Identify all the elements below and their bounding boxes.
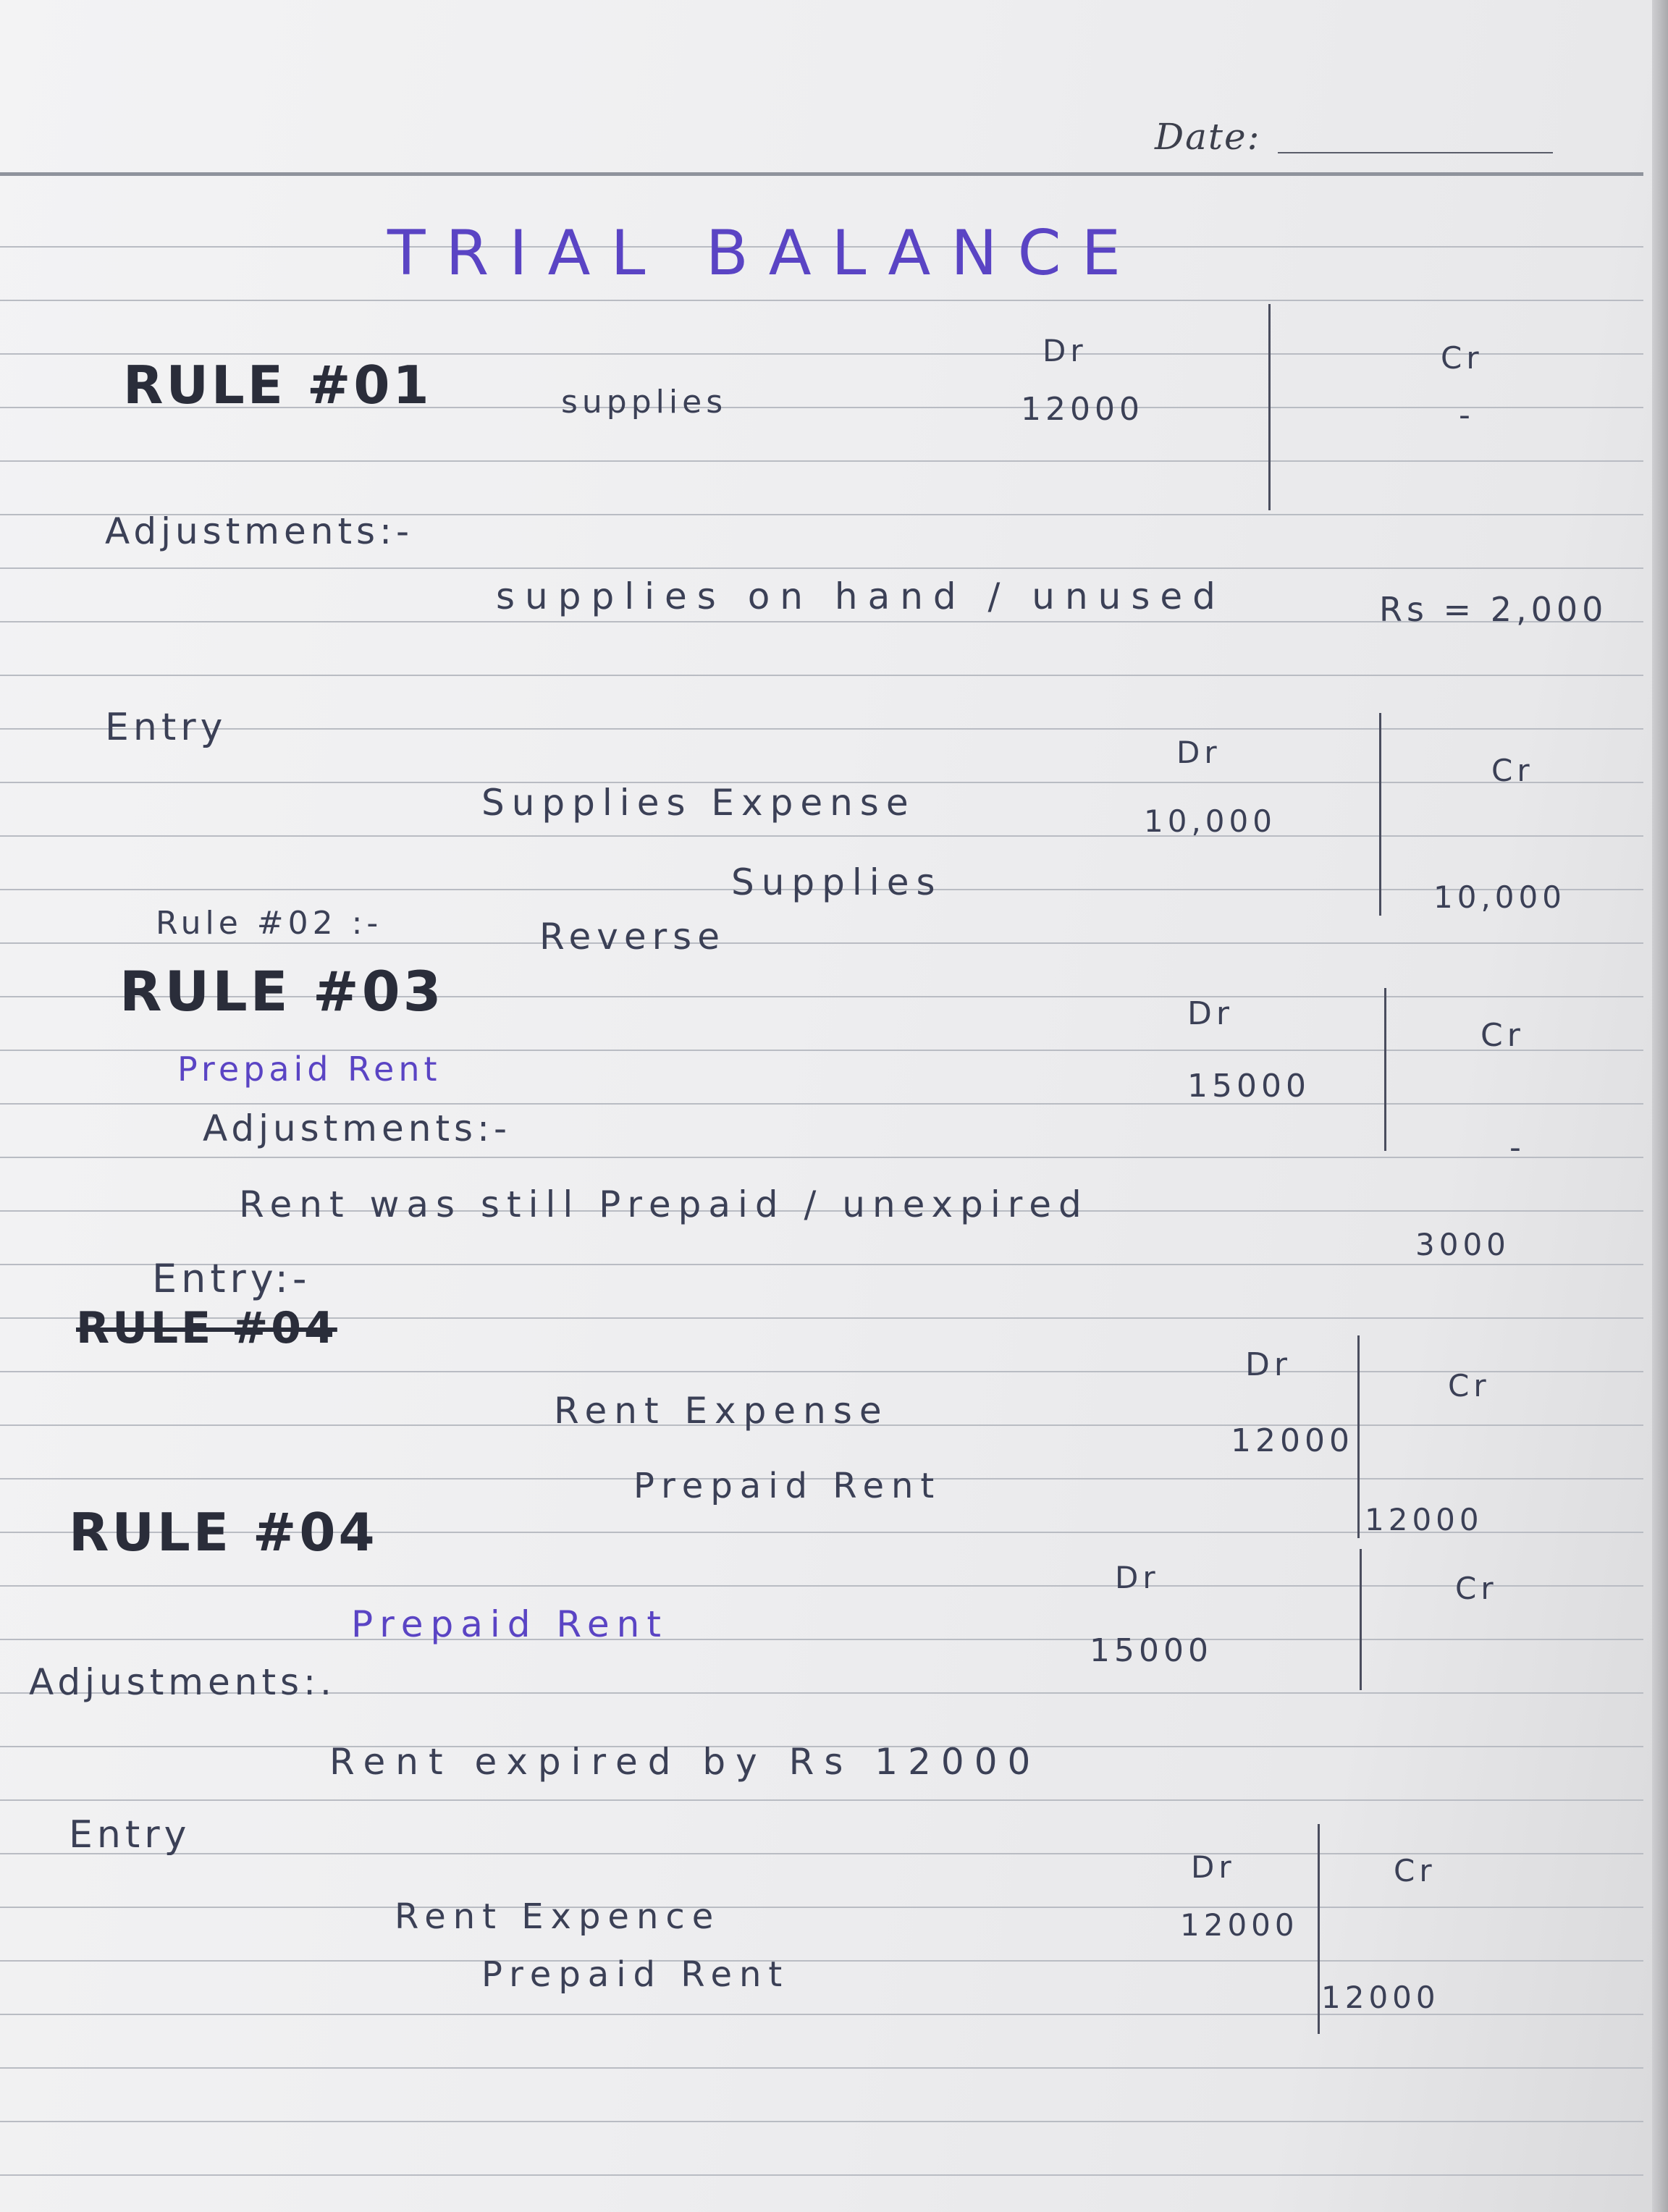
rule3-entry-dr-label: Dr xyxy=(1245,1346,1292,1383)
rule1-entry-divider xyxy=(1379,713,1381,916)
ruled-line xyxy=(0,1960,1643,1962)
ruled-line xyxy=(0,1799,1643,1801)
rule3-account: Prepaid Rent xyxy=(177,1050,442,1089)
rule3-dr-label: Dr xyxy=(1187,995,1234,1032)
rule3-dr-value: 15000 xyxy=(1187,1068,1310,1105)
rule4-account: Prepaid Rent xyxy=(351,1603,668,1645)
ruled-line xyxy=(0,1907,1643,1908)
ruled-line xyxy=(0,675,1643,676)
rule3-adjustment-text: Rent was still Prepaid / unexpired xyxy=(239,1183,1089,1225)
rule3-entry-label: Entry:- xyxy=(152,1256,311,1301)
rule1-adjustments-label: Adjustments:- xyxy=(105,510,413,552)
page-edge xyxy=(1652,0,1668,2212)
rule3-struck-heading: RULE #04 xyxy=(76,1303,337,1354)
rule1-entry-credit-value: 10,000 xyxy=(1433,879,1566,915)
rule3-entry-debit-account: Rent Expense xyxy=(554,1390,889,1432)
rule1-entry-debit-value: 10,000 xyxy=(1144,803,1276,839)
rule3-entry-divider xyxy=(1357,1335,1360,1538)
rule4-cr-label: Cr xyxy=(1455,1571,1498,1606)
rule4-entry-debit-value: 12000 xyxy=(1180,1907,1299,1943)
ruled-line xyxy=(0,1585,1643,1587)
rule3-entry-debit-value: 12000 xyxy=(1231,1422,1354,1459)
date-underline xyxy=(1278,152,1553,153)
rule4-dr-value: 15000 xyxy=(1090,1632,1213,1669)
rule1-heading: RULE #01 xyxy=(123,355,432,415)
rule1-cr-value: - xyxy=(1459,397,1475,434)
rule1-column-divider xyxy=(1268,304,1271,510)
rule4-column-divider xyxy=(1360,1549,1362,1690)
rule1-entry-cr-label: Cr xyxy=(1491,753,1534,788)
ruled-line xyxy=(0,567,1643,569)
rule1-dr-label: Dr xyxy=(1042,333,1087,368)
rule1-adjustment-amount: Rs = 2,000 xyxy=(1379,590,1608,629)
ruled-line xyxy=(0,1639,1643,1640)
rule3-cr-value: - xyxy=(1509,1129,1525,1166)
rule1-entry-credit-account: Supplies xyxy=(731,861,943,903)
rule2-text: Rule #02 :- xyxy=(156,905,383,942)
ruled-line xyxy=(0,460,1643,462)
rule3-entry-credit-account: Prepaid Rent xyxy=(633,1466,942,1506)
rule3-entry-cr-label: Cr xyxy=(1448,1368,1491,1403)
rule4-entry-credit-value: 12000 xyxy=(1321,1980,1440,2015)
rule4-dr-label: Dr xyxy=(1115,1560,1160,1595)
rule1-entry-label: Entry xyxy=(105,706,227,749)
ruled-line xyxy=(0,1371,1643,1372)
ruled-line xyxy=(0,2067,1643,2069)
rule3-entry-credit-value: 12000 xyxy=(1365,1502,1483,1537)
rule1-dr-value: 12000 xyxy=(1021,391,1144,428)
ruled-line xyxy=(0,2121,1643,2122)
rule4-heading: RULE #04 xyxy=(69,1502,378,1563)
rule4-entry-divider xyxy=(1318,1824,1320,2034)
rule1-entry-dr-label: Dr xyxy=(1176,735,1221,770)
ruled-line xyxy=(0,942,1643,944)
header-rule xyxy=(0,172,1643,176)
rule3-cr-label: Cr xyxy=(1480,1017,1525,1054)
ruled-line xyxy=(0,1103,1643,1105)
rule4-entry-dr-label: Dr xyxy=(1191,1849,1236,1885)
ruled-line xyxy=(0,1157,1643,1158)
rule4-adjustments-label: Adjustments:. xyxy=(29,1661,336,1703)
rule4-entry-debit-account: Rent Expence xyxy=(395,1896,721,1937)
ruled-line xyxy=(0,2174,1643,2176)
rule3-column-divider xyxy=(1384,988,1386,1151)
page-title: TRIAL BALANCE xyxy=(387,217,1141,290)
rule1-cr-label: Cr xyxy=(1441,340,1483,376)
date-label: Date: xyxy=(1155,116,1261,158)
rule3-adjustments-label: Adjustments:- xyxy=(203,1107,511,1149)
rule4-entry-label: Entry xyxy=(69,1813,191,1857)
rule3-adjustment-amount: 3000 xyxy=(1415,1227,1510,1262)
ruled-line xyxy=(0,300,1643,301)
rule4-adjustment-text: Rent expired by Rs 12000 xyxy=(329,1741,1041,1783)
rule1-entry-debit-account: Supplies Expense xyxy=(481,782,916,824)
ruled-line xyxy=(0,835,1643,837)
rule2-note: Reverse xyxy=(539,916,725,958)
ruled-line xyxy=(0,728,1643,730)
rule3-heading: RULE #03 xyxy=(119,959,445,1023)
rule1-account: supplies xyxy=(561,384,728,421)
rule4-entry-cr-label: Cr xyxy=(1394,1853,1436,1888)
rule1-adjustment-text: supplies on hand / unused xyxy=(496,575,1226,617)
rule4-entry-credit-account: Prepaid Rent xyxy=(481,1954,790,1995)
